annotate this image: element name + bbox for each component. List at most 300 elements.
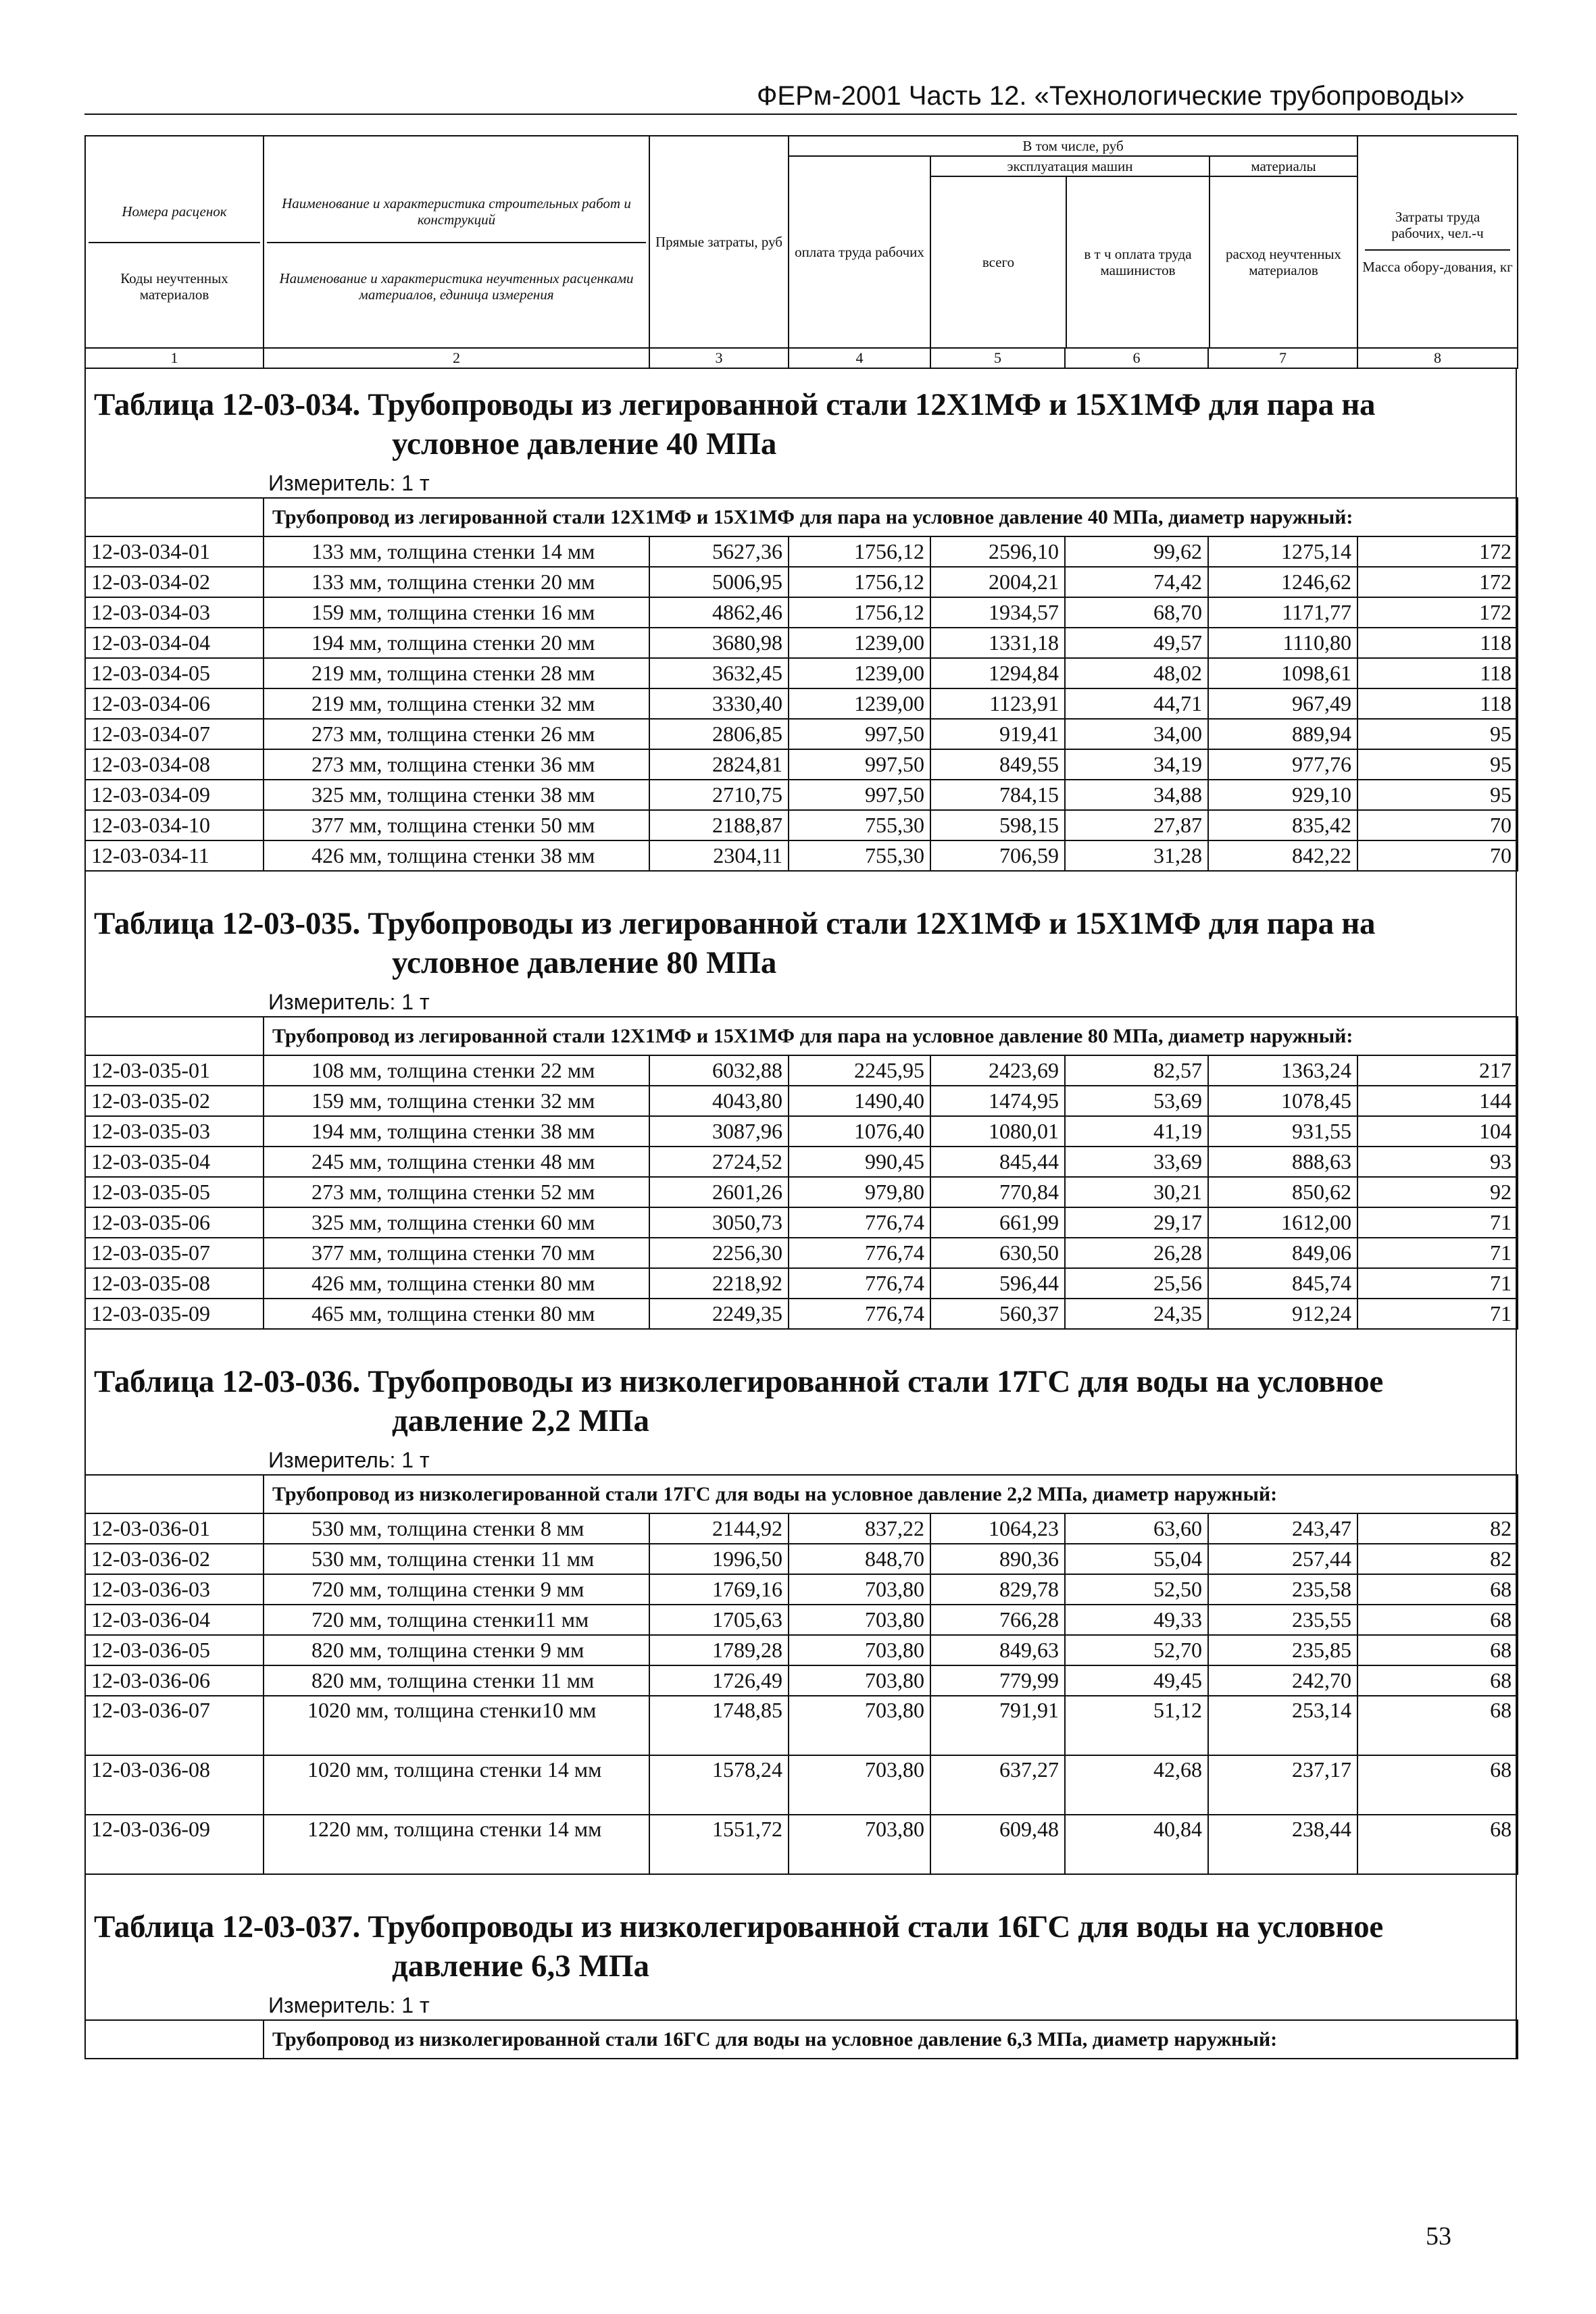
machines-total: 791,91 (930, 1696, 1065, 1755)
materials-cost: 1275,14 (1208, 536, 1357, 567)
labor-pay: 1756,12 (789, 567, 930, 597)
labor-hours: 68 (1357, 1696, 1518, 1755)
price-table (84, 1474, 1518, 1875)
rate-code: 12-03-035-07 (85, 1238, 264, 1268)
rate-code: 12-03-036-05 (85, 1635, 264, 1665)
labor-hours: 144 (1357, 1086, 1518, 1116)
materials-cost: 842,22 (1208, 840, 1357, 871)
machines-total: 637,27 (930, 1755, 1065, 1815)
machinists-pay: 30,21 (1065, 1177, 1208, 1207)
col-machines-header: эксплуатация машин (931, 157, 1209, 177)
work-description: 530 мм, толщина стенки 8 мм (264, 1513, 649, 1544)
direct-costs: 2824,81 (649, 749, 789, 780)
machinists-pay: 99,62 (1065, 536, 1208, 567)
machines-total: 766,28 (930, 1605, 1065, 1635)
machines-total: 890,36 (930, 1544, 1065, 1574)
materials-cost: 1098,61 (1208, 658, 1357, 688)
table-row (85, 1665, 1518, 1696)
work-description: 133 мм, толщина стенки 20 мм (264, 567, 649, 597)
labor-hours: 68 (1357, 1755, 1518, 1815)
materials-cost: 1612,00 (1208, 1207, 1357, 1238)
labor-hours: 118 (1357, 688, 1518, 719)
direct-costs: 1789,28 (649, 1635, 789, 1665)
table-row (85, 719, 1518, 749)
direct-costs: 2249,35 (649, 1299, 789, 1329)
materials-cost: 1078,45 (1208, 1086, 1357, 1116)
machinists-pay: 68,70 (1065, 597, 1208, 628)
machines-total: 560,37 (930, 1299, 1065, 1329)
col-name-bottom: Наименование и характеристика неучтенных расценками материалов, единица измерения (279, 270, 634, 303)
machines-total: 1294,84 (930, 658, 1065, 688)
materials-cost: 237,17 (1208, 1755, 1357, 1815)
labor-hours: 118 (1357, 658, 1518, 688)
machinists-pay: 40,84 (1065, 1815, 1208, 1874)
rate-code: 12-03-035-09 (85, 1299, 264, 1329)
rate-code: 12-03-034-06 (85, 688, 264, 719)
col-incl-label: В том числе, руб (789, 136, 1357, 157)
price-table (84, 497, 1518, 872)
direct-costs: 1705,63 (649, 1605, 789, 1635)
labor-pay: 703,80 (789, 1665, 930, 1696)
machinists-pay: 53,69 (1065, 1086, 1208, 1116)
table-row (85, 1147, 1518, 1177)
price-table-section (84, 1330, 1517, 1875)
rate-code: 12-03-036-01 (85, 1513, 264, 1544)
col-incl-header (789, 136, 1357, 348)
labor-hours: 82 (1357, 1544, 1518, 1574)
rate-code: 12-03-034-07 (85, 719, 264, 749)
work-description: 377 мм, толщина стенки 50 мм (264, 810, 649, 840)
materials-cost: 888,63 (1208, 1147, 1357, 1177)
labor-pay: 2245,95 (789, 1055, 930, 1086)
work-description: 1220 мм, толщина стенки 14 мм (264, 1815, 649, 1874)
work-description: 720 мм, толщина стенки 9 мм (264, 1574, 649, 1605)
col-name-top: Наименование и характеристика строительных работ и конструкций (267, 181, 646, 243)
table-title-block (86, 904, 1516, 982)
direct-costs: 3680,98 (649, 628, 789, 658)
unit-of-measure: Измеритель: 1 т (268, 1993, 430, 2017)
running-header: ФЕРм-2001 Часть 12. «Технологические трубопроводы» (757, 81, 1465, 111)
machinists-pay: 52,70 (1065, 1635, 1208, 1665)
machinists-pay: 25,56 (1065, 1268, 1208, 1299)
labor-hours: 217 (1357, 1055, 1518, 1086)
rate-code: 12-03-036-06 (85, 1665, 264, 1696)
direct-costs: 3050,73 (649, 1207, 789, 1238)
labor-hours: 68 (1357, 1574, 1518, 1605)
labor-pay: 997,50 (789, 749, 930, 780)
table-row (85, 1815, 1518, 1874)
labor-pay: 703,80 (789, 1574, 930, 1605)
labor-hours: 71 (1357, 1238, 1518, 1268)
machinists-pay: 82,57 (1065, 1055, 1208, 1086)
labor-pay: 1490,40 (789, 1086, 930, 1116)
table-row (85, 688, 1518, 719)
col-name-header (264, 136, 649, 348)
table-row (85, 1513, 1518, 1544)
machines-total: 2423,69 (930, 1055, 1065, 1086)
labor-pay: 997,50 (789, 719, 930, 749)
work-description: 820 мм, толщина стенки 11 мм (264, 1665, 649, 1696)
work-description: 273 мм, толщина стенки 36 мм (264, 749, 649, 780)
table-row (85, 1755, 1518, 1815)
direct-costs: 1769,16 (649, 1574, 789, 1605)
labor-pay: 997,50 (789, 780, 930, 810)
materials-cost: 243,47 (1208, 1513, 1357, 1544)
table-row (85, 749, 1518, 780)
machines-total: 779,99 (930, 1665, 1065, 1696)
machines-total: 849,63 (930, 1635, 1065, 1665)
table-row (85, 1605, 1518, 1635)
machines-total: 630,50 (930, 1238, 1065, 1268)
col-materials-group (1210, 157, 1357, 347)
table-row (85, 1086, 1518, 1116)
labor-hours: 71 (1357, 1207, 1518, 1238)
labor-hours: 95 (1357, 719, 1518, 749)
machines-total: 609,48 (930, 1815, 1065, 1874)
group-header: Трубопровод из легированной стали 12Х1МФ и 15Х1МФ для пара на условное давление 40 МПа, диаметр наружный: (264, 498, 1518, 536)
table-title-line1: Таблица 12-03-034. Трубопроводы из легированной стали 12Х1МФ и 15Х1МФ для пара на (94, 387, 1376, 422)
table-row (85, 1696, 1518, 1755)
direct-costs: 2256,30 (649, 1238, 789, 1268)
labor-hours: 71 (1357, 1268, 1518, 1299)
table-row (85, 1116, 1518, 1147)
work-description: 820 мм, толщина стенки 9 мм (264, 1635, 649, 1665)
col-labor-header (1357, 136, 1518, 348)
machinists-pay: 27,87 (1065, 810, 1208, 840)
col-number: 2 (264, 348, 649, 368)
table-row (85, 1299, 1518, 1329)
unit-of-measure: Измеритель: 1 т (268, 990, 430, 1014)
group-header-spacer (85, 1475, 264, 1513)
table-row (85, 1055, 1518, 1086)
table-row (85, 1207, 1518, 1238)
direct-costs: 2724,52 (649, 1147, 789, 1177)
col-machines-group (931, 157, 1210, 347)
materials-cost: 977,76 (1208, 749, 1357, 780)
machines-total: 1080,01 (930, 1116, 1065, 1147)
col-mach-total-header: всего (931, 177, 1067, 347)
header-rule (84, 114, 1517, 115)
direct-costs: 3330,40 (649, 688, 789, 719)
direct-costs: 2144,92 (649, 1513, 789, 1544)
group-header: Трубопровод из низколегированной стали 17ГС для воды на условное давление 2,2 МПа, диаметр наружный: (264, 1475, 1518, 1513)
labor-pay: 1756,12 (789, 597, 930, 628)
col-mach-labor-header: в т ч оплата труда машинистов (1084, 245, 1192, 278)
table-row (85, 567, 1518, 597)
col-direct-header: Прямые затраты, руб (649, 136, 789, 348)
rate-code: 12-03-034-02 (85, 567, 264, 597)
table-row (85, 1544, 1518, 1574)
table-row (85, 1268, 1518, 1299)
labor-hours: 68 (1357, 1635, 1518, 1665)
machines-total: 849,55 (930, 749, 1065, 780)
materials-cost: 1171,77 (1208, 597, 1357, 628)
materials-cost: 835,42 (1208, 810, 1357, 840)
machines-total: 661,99 (930, 1207, 1065, 1238)
machines-total: 1331,18 (930, 628, 1065, 658)
table-title-line1: Таблица 12-03-037. Трубопроводы из низколегированной стали 16ГС для воды на условное (94, 1909, 1383, 1944)
col-codes-bottom: Коды неучтенных материалов (120, 270, 228, 303)
machines-total: 784,15 (930, 780, 1065, 810)
machines-total: 706,59 (930, 840, 1065, 871)
labor-hours: 70 (1357, 840, 1518, 871)
machines-total: 1123,91 (930, 688, 1065, 719)
machinists-pay: 29,17 (1065, 1207, 1208, 1238)
table-title-block (86, 1362, 1516, 1440)
group-header-row (85, 1475, 1518, 1513)
materials-cost: 929,10 (1208, 780, 1357, 810)
table-row (85, 536, 1518, 567)
col-labor-top: Затраты труда рабочих, чел.-ч (1365, 209, 1510, 251)
labor-pay: 776,74 (789, 1207, 930, 1238)
work-description: 1020 мм, толщина стенки 14 мм (264, 1755, 649, 1815)
group-header-spacer (85, 1017, 264, 1055)
direct-costs: 2710,75 (649, 780, 789, 810)
materials-cost: 235,55 (1208, 1605, 1357, 1635)
rate-code: 12-03-036-09 (85, 1815, 264, 1874)
labor-pay: 1239,00 (789, 628, 930, 658)
machinists-pay: 51,12 (1065, 1696, 1208, 1755)
rate-code: 12-03-034-03 (85, 597, 264, 628)
labor-pay: 1076,40 (789, 1116, 930, 1147)
machines-total: 770,84 (930, 1177, 1065, 1207)
materials-cost: 235,58 (1208, 1574, 1357, 1605)
labor-pay: 837,22 (789, 1513, 930, 1544)
work-description: 219 мм, толщина стенки 32 мм (264, 688, 649, 719)
labor-pay: 979,80 (789, 1177, 930, 1207)
work-description: 325 мм, толщина стенки 38 мм (264, 780, 649, 810)
table-title-block (86, 385, 1516, 463)
materials-cost: 889,94 (1208, 719, 1357, 749)
machines-total: 829,78 (930, 1574, 1065, 1605)
machinists-pay: 42,68 (1065, 1755, 1208, 1815)
labor-hours: 70 (1357, 810, 1518, 840)
labor-hours: 71 (1357, 1299, 1518, 1329)
rate-code: 12-03-034-11 (85, 840, 264, 871)
table-title-line1: Таблица 12-03-036. Трубопроводы из низколегированной стали 17ГС для воды на условное (94, 1364, 1383, 1399)
direct-costs: 6032,88 (649, 1055, 789, 1086)
labor-hours: 93 (1357, 1147, 1518, 1177)
materials-cost: 235,85 (1208, 1635, 1357, 1665)
direct-costs: 3087,96 (649, 1116, 789, 1147)
rate-code: 12-03-035-01 (85, 1055, 264, 1086)
materials-cost: 238,44 (1208, 1815, 1357, 1874)
direct-costs: 1996,50 (649, 1544, 789, 1574)
direct-costs: 1726,49 (649, 1665, 789, 1696)
table-title-line2: условное давление 80 МПа (392, 945, 777, 980)
materials-cost: 1363,24 (1208, 1055, 1357, 1086)
labor-pay: 703,80 (789, 1635, 930, 1665)
work-description: 194 мм, толщина стенки 20 мм (264, 628, 649, 658)
machines-total: 845,44 (930, 1147, 1065, 1177)
work-description: 325 мм, толщина стенки 60 мм (264, 1207, 649, 1238)
direct-costs: 2304,11 (649, 840, 789, 871)
table-row (85, 1177, 1518, 1207)
machinists-pay: 41,19 (1065, 1116, 1208, 1147)
labor-pay: 755,30 (789, 810, 930, 840)
labor-hours: 172 (1357, 567, 1518, 597)
machinists-pay: 33,69 (1065, 1147, 1208, 1177)
labor-hours: 172 (1357, 597, 1518, 628)
rate-code: 12-03-036-07 (85, 1696, 264, 1755)
rate-code: 12-03-034-05 (85, 658, 264, 688)
rate-code: 12-03-034-04 (85, 628, 264, 658)
materials-cost: 1246,62 (1208, 567, 1357, 597)
col-laborpay-header: оплата труда рабочих (789, 157, 931, 347)
column-header-row (85, 136, 1518, 348)
machinists-pay: 49,45 (1065, 1665, 1208, 1696)
page-number: 53 (1426, 2222, 1451, 2250)
labor-pay: 703,80 (789, 1696, 930, 1755)
rate-code: 12-03-034-08 (85, 749, 264, 780)
work-description: 219 мм, толщина стенки 28 мм (264, 658, 649, 688)
direct-costs: 2188,87 (649, 810, 789, 840)
rate-code: 12-03-035-02 (85, 1086, 264, 1116)
work-description: 377 мм, толщина стенки 70 мм (264, 1238, 649, 1268)
direct-costs: 5627,36 (649, 536, 789, 567)
direct-costs: 4043,80 (649, 1086, 789, 1116)
work-description: 720 мм, толщина стенки11 мм (264, 1605, 649, 1635)
machinists-pay: 74,42 (1065, 567, 1208, 597)
direct-costs: 3632,45 (649, 658, 789, 688)
direct-costs: 5006,95 (649, 567, 789, 597)
labor-hours: 68 (1357, 1665, 1518, 1696)
labor-hours: 118 (1357, 628, 1518, 658)
machinists-pay: 49,57 (1065, 628, 1208, 658)
col-number: 6 (1065, 348, 1208, 368)
labor-hours: 95 (1357, 749, 1518, 780)
column-number-row (85, 348, 1518, 368)
machinists-pay: 44,71 (1065, 688, 1208, 719)
price-table-section (84, 872, 1517, 1330)
table-row (85, 780, 1518, 810)
machines-total: 919,41 (930, 719, 1065, 749)
materials-cost: 849,06 (1208, 1238, 1357, 1268)
rate-code: 12-03-036-03 (85, 1574, 264, 1605)
machines-total: 2596,10 (930, 536, 1065, 567)
direct-costs: 4862,46 (649, 597, 789, 628)
col-number: 4 (789, 348, 930, 368)
machines-total: 598,15 (930, 810, 1065, 840)
materials-cost: 257,44 (1208, 1544, 1357, 1574)
col-number: 7 (1208, 348, 1357, 368)
labor-pay: 776,74 (789, 1238, 930, 1268)
table-row (85, 628, 1518, 658)
table-row (85, 840, 1518, 871)
work-description: 194 мм, толщина стенки 38 мм (264, 1116, 649, 1147)
column-header-table (84, 135, 1518, 369)
table-title-line1: Таблица 12-03-035. Трубопроводы из легированной стали 12Х1МФ и 15Х1МФ для пара на (94, 906, 1376, 941)
labor-pay: 776,74 (789, 1299, 930, 1329)
materials-cost: 912,24 (1208, 1299, 1357, 1329)
price-table-section (84, 1875, 1517, 2059)
labor-pay: 776,74 (789, 1268, 930, 1299)
materials-cost: 242,70 (1208, 1665, 1357, 1696)
group-header: Трубопровод из легированной стали 12Х1МФ и 15Х1МФ для пара на условное давление 80 МПа, диаметр наружный: (264, 1017, 1518, 1055)
group-header-spacer (85, 2020, 264, 2059)
labor-pay: 1756,12 (789, 536, 930, 567)
machinists-pay: 34,19 (1065, 749, 1208, 780)
price-tables (84, 369, 1517, 2059)
group-header: Трубопровод из низколегированной стали 16ГС для воды на условное давление 6,3 МПа, диаметр наружный: (264, 2020, 1518, 2059)
direct-costs: 1551,72 (649, 1815, 789, 1874)
table-row (85, 658, 1518, 688)
table-row (85, 1635, 1518, 1665)
labor-pay: 1239,00 (789, 688, 930, 719)
col-number: 3 (649, 348, 789, 368)
machinists-pay: 48,02 (1065, 658, 1208, 688)
table-row (85, 1238, 1518, 1268)
work-description: 426 мм, толщина стенки 38 мм (264, 840, 649, 871)
work-description: 159 мм, толщина стенки 16 мм (264, 597, 649, 628)
machinists-pay: 26,28 (1065, 1238, 1208, 1268)
table-row (85, 1574, 1518, 1605)
labor-hours: 68 (1357, 1815, 1518, 1874)
table-row (85, 810, 1518, 840)
machinists-pay: 55,04 (1065, 1544, 1208, 1574)
materials-cost: 850,62 (1208, 1177, 1357, 1207)
materials-cost: 1110,80 (1208, 628, 1357, 658)
machinists-pay: 34,00 (1065, 719, 1208, 749)
table-title-line2: давление 2,2 МПа (392, 1403, 649, 1438)
labor-pay: 990,45 (789, 1147, 930, 1177)
col-number: 1 (85, 348, 264, 368)
rate-code: 12-03-035-03 (85, 1116, 264, 1147)
direct-costs: 2218,92 (649, 1268, 789, 1299)
table-title-line2: условное давление 40 МПа (392, 426, 777, 461)
rate-code: 12-03-035-06 (85, 1207, 264, 1238)
labor-pay: 1239,00 (789, 658, 930, 688)
group-header-row (85, 2020, 1518, 2059)
labor-hours: 172 (1357, 536, 1518, 567)
rate-code: 12-03-034-09 (85, 780, 264, 810)
materials-cost: 931,55 (1208, 1116, 1357, 1147)
machines-total: 1064,23 (930, 1513, 1065, 1544)
col-number: 5 (930, 348, 1065, 368)
rate-code: 12-03-036-08 (85, 1755, 264, 1815)
unit-of-measure: Измеритель: 1 т (268, 1448, 430, 1472)
work-description: 465 мм, толщина стенки 80 мм (264, 1299, 649, 1329)
table-title-block (86, 1907, 1516, 1986)
labor-hours: 95 (1357, 780, 1518, 810)
work-description: 273 мм, толщина стенки 26 мм (264, 719, 649, 749)
price-table-section (84, 369, 1517, 872)
group-header-spacer (85, 498, 264, 536)
labor-pay: 703,80 (789, 1605, 930, 1635)
rate-code: 12-03-034-10 (85, 810, 264, 840)
machines-total: 2004,21 (930, 567, 1065, 597)
col-codes-top: Номера расценок (89, 181, 260, 243)
direct-costs: 2601,26 (649, 1177, 789, 1207)
price-table (84, 2019, 1518, 2059)
table-title-line2: давление 6,3 МПа (392, 1948, 649, 1984)
machines-total: 1934,57 (930, 597, 1065, 628)
machinists-pay: 63,60 (1065, 1513, 1208, 1544)
machines-total: 1474,95 (930, 1086, 1065, 1116)
rate-code: 12-03-035-04 (85, 1147, 264, 1177)
labor-hours: 104 (1357, 1116, 1518, 1147)
work-description: 245 мм, толщина стенки 48 мм (264, 1147, 649, 1177)
document-body (84, 135, 1517, 2059)
materials-cost: 967,49 (1208, 688, 1357, 719)
col-number: 8 (1357, 348, 1518, 368)
col-labor-bottom: Масса обору-дования, кг (1362, 259, 1513, 276)
labor-pay: 703,80 (789, 1755, 930, 1815)
materials-cost: 253,14 (1208, 1696, 1357, 1755)
labor-hours: 82 (1357, 1513, 1518, 1544)
work-description: 426 мм, толщина стенки 80 мм (264, 1268, 649, 1299)
machinists-pay: 52,50 (1065, 1574, 1208, 1605)
